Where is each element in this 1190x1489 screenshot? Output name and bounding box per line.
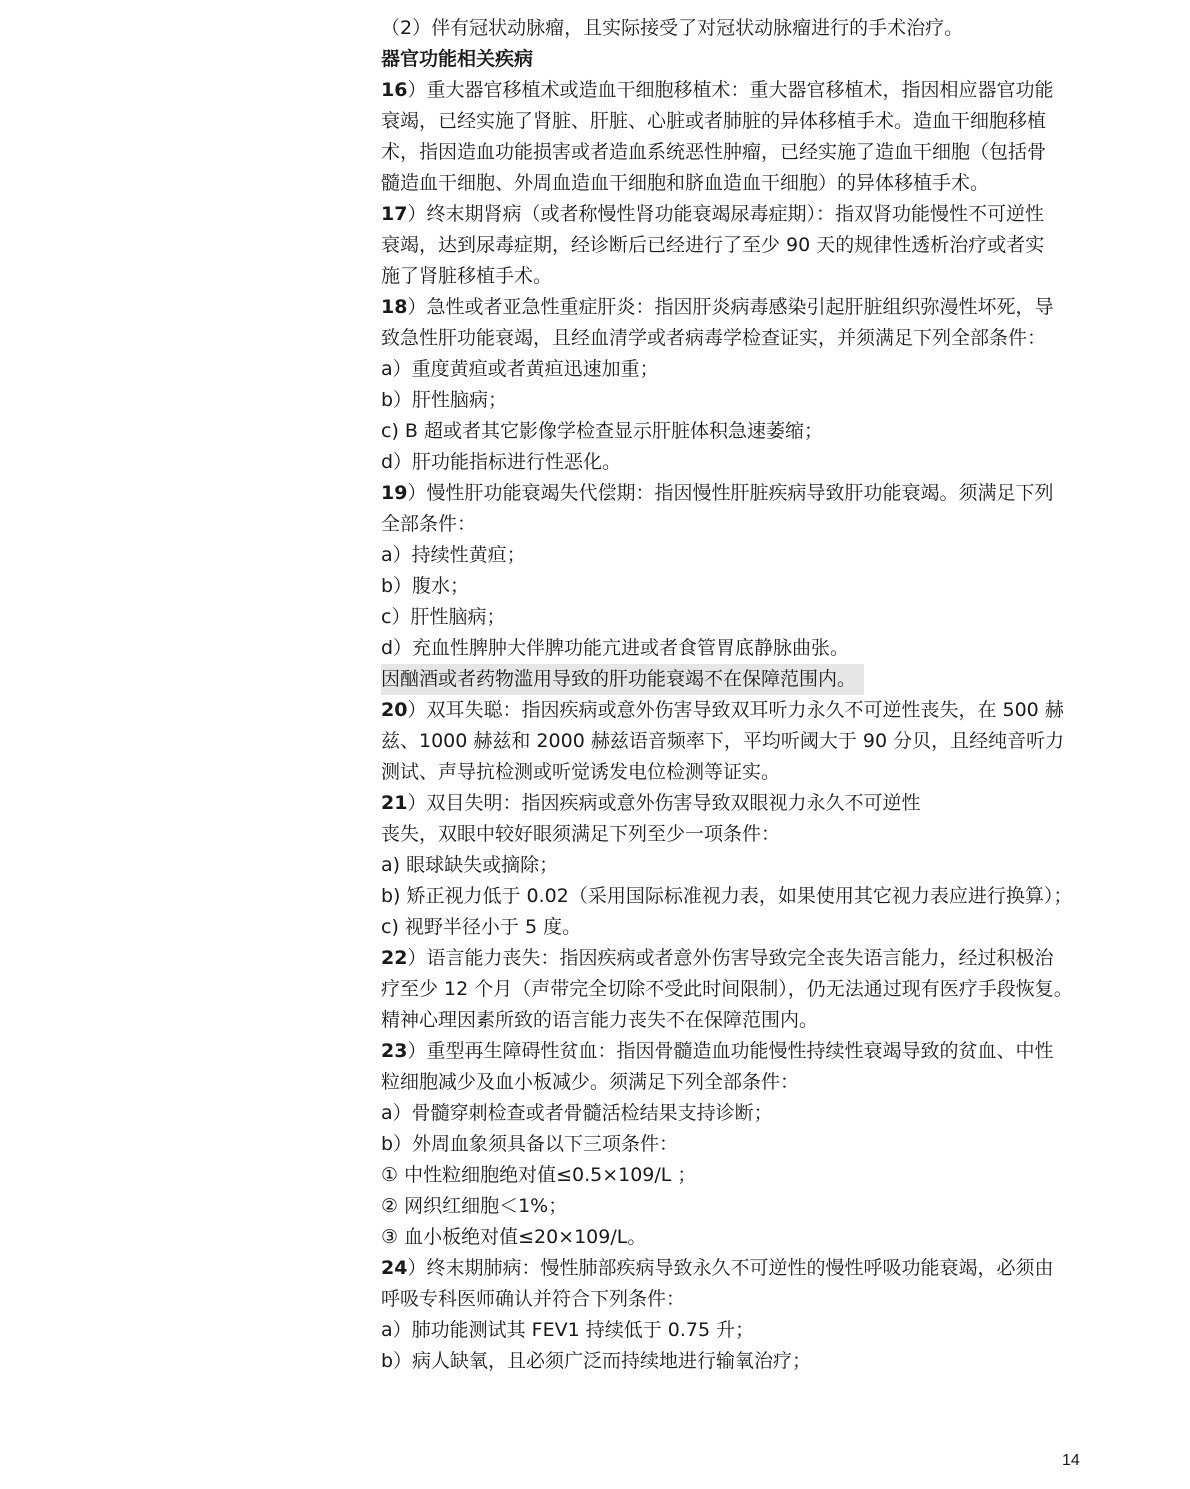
text-line [381,602,1113,633]
line-text: ）重大器官移植术或造血干细胞移植术：重大器官移植术，指因相应器官功能 [407,79,1054,101]
line-text: b）肝性脑病； [381,389,508,411]
text-line [381,1315,1113,1346]
text-line [381,385,1113,416]
line-text: d）充血性脾肿大伴脾功能亢进或者食管胃底静脉曲张。 [381,637,850,659]
text-line [381,478,1113,509]
line-text: 粒细胞减少及血小板减少。须满足下列全部条件： [381,1071,800,1093]
line-text: ③ 血小板绝对值≤20×109/L。 [381,1226,647,1248]
page-number: 14 [1062,1452,1080,1469]
document-body [381,13,1113,1377]
line-text: 兹、1000 赫兹和 2000 赫兹语音频率下，平均听阈大于 90 分贝，且经纯音听力 [381,730,1065,752]
clause-number: 24 [381,1257,408,1279]
text-line [381,540,1113,571]
clause-number: 16 [381,79,408,101]
line-text: ）终末期肺病：慢性肺部疾病导致永久不可逆性的慢性呼吸功能衰竭，必须由 [407,1257,1054,1279]
line-text: ）双耳失聪：指因疾病或意外伤害导致双耳听力永久不可逆性丧失，在 500 赫 [407,699,1064,721]
text-line [381,75,1113,106]
line-text: ）急性或者亚急性重症肝炎：指因肝炎病毒感染引起肝脏组织弥漫性坏死，导 [407,296,1054,318]
text-line [381,137,1113,168]
text-line [381,850,1113,881]
text-line [381,509,1113,540]
text-line [381,881,1113,912]
text-line [381,106,1113,137]
text-line [381,261,1113,292]
section-heading [381,44,1113,75]
line-text: b）病人缺氧，且必须广泛而持续地进行输氧治疗； [381,1350,812,1372]
line-text: 术，指因造血功能损害或者造血系统恶性肿瘤，已经实施了造血干细胞（包括骨 [381,141,1047,163]
text-line [381,695,1113,726]
line-text: 髓造血干细胞、外周血造血干细胞和脐血造血干细胞）的异体移植手术。 [381,172,990,194]
clause-number: 23 [381,1040,408,1062]
text-line [381,1129,1113,1160]
line-text: 全部条件： [381,513,477,535]
text-line [381,13,1113,44]
text-line [381,943,1113,974]
line-text: 精神心理因素所致的语言能力丧失不在保障范围内。 [381,1009,819,1031]
clause-number: 22 [381,947,408,969]
clause-number: 19 [381,482,408,504]
line-text: 丧失，双眼中较好眼须满足下列至少一项条件： [381,823,781,845]
line-text: 测试、声导抗检测或听觉诱发电位检测等证实。 [381,761,781,783]
line-text: 呼吸专科医师确认并符合下列条件： [381,1288,686,1310]
line-text: ）终末期肾病（或者称慢性肾功能衰竭尿毒症期）：指双肾功能慢性不可逆性 [407,203,1044,225]
line-text: a）持续性黄疸； [381,544,526,566]
text-line [381,1346,1113,1377]
clause-number: 21 [381,792,408,814]
line-text: a) 眼球缺失或摘除； [381,854,559,876]
text-line [381,757,1113,788]
text-line [381,1160,1113,1191]
text-line [381,1098,1113,1129]
line-text: 衰竭，达到尿毒症期，经诊断后已经进行了至少 90 天的规律性透析治疗或者实 [381,234,1045,256]
text-line [381,726,1113,757]
line-text: 施了肾脏移植手术。 [381,265,553,287]
line-text: ）慢性肝功能衰竭失代偿期：指因慢性肝脏疾病导致肝功能衰竭。须满足下列 [407,482,1054,504]
line-text: a）骨髓穿刺检查或者骨髓活检结果支持诊断； [381,1102,773,1124]
line-text: b) 矫正视力低于 0.02（采用国际标准视力表，如果使用其它视力表应进行换算）； [381,885,1073,907]
line-text: ）双目失明：指因疾病或意外伤害导致双眼视力永久不可逆性 [407,792,921,814]
clause-number: 17 [381,203,408,225]
line-text: a）重度黄疸或者黄疸迅速加重； [381,358,659,380]
line-text: b）外周血象须具备以下三项条件： [381,1133,679,1155]
text-line [381,354,1113,385]
line-text: 衰竭，已经实施了肾脏、肝脏、心脏或者肺脏的异体移植手术。造血干细胞移植 [381,110,1047,132]
text-line [381,416,1113,447]
line-text: d）肝功能指标进行性恶化。 [381,451,622,473]
line-text: 疗至少 12 个月（声带完全切除不受此时间限制），仍无法通过现有医疗手段恢复。 [381,978,1073,1000]
line-text: ）重型再生障碍性贫血：指因骨髓造血功能慢性持续性衰竭导致的贫血、中性 [407,1040,1054,1062]
text-line [381,912,1113,943]
line-text: c) 视野半径小于 5 度。 [381,916,582,938]
text-line [381,974,1113,1005]
text-line [381,1191,1113,1222]
line-text: 致急性肝功能衰竭，且经血清学或者病毒学检查证实，并须满足下列全部条件： [381,327,1047,349]
text-line [381,1067,1113,1098]
line-text: ① 中性粒细胞绝对值≤0.5×109/L ； [381,1164,697,1186]
text-line [381,633,1113,664]
line-text: 器官功能相关疾病 [381,48,534,70]
text-line [381,1005,1113,1036]
text-line [381,1222,1113,1253]
clause-number: 18 [381,296,408,318]
text-line [381,323,1113,354]
line-text: c）肝性脑病； [381,606,506,628]
line-text: ② 网织红细胞＜1%； [381,1195,568,1217]
line-text: （2）伴有冠状动脉瘤，且实际接受了对冠状动脉瘤进行的手术治疗。 [381,17,964,39]
text-line [381,788,1113,819]
text-line [381,1036,1113,1067]
text-line [381,571,1113,602]
text-line [381,168,1113,199]
line-text: a）肺功能测试其 FEV1 持续低于 0.75 升； [381,1319,755,1341]
text-line [381,1284,1113,1315]
clause-number: 20 [381,699,408,721]
line-text: c) B 超或者其它影像学检查显示肝脏体积急速萎缩； [381,420,823,442]
text-line [381,1253,1113,1284]
text-line [381,230,1113,261]
line-text: b）腹水； [381,575,470,597]
text-line [381,447,1113,478]
text-line [381,292,1113,323]
text-line [381,199,1113,230]
highlighted-text: 因酗酒或者药物滥用导致的肝功能衰竭不在保障范围内。 [381,664,864,695]
line-text: ）语言能力丧失：指因疾病或者意外伤害导致完全丧失语言能力，经过积极治 [407,947,1054,969]
text-line [381,819,1113,850]
text-line [381,664,1113,695]
